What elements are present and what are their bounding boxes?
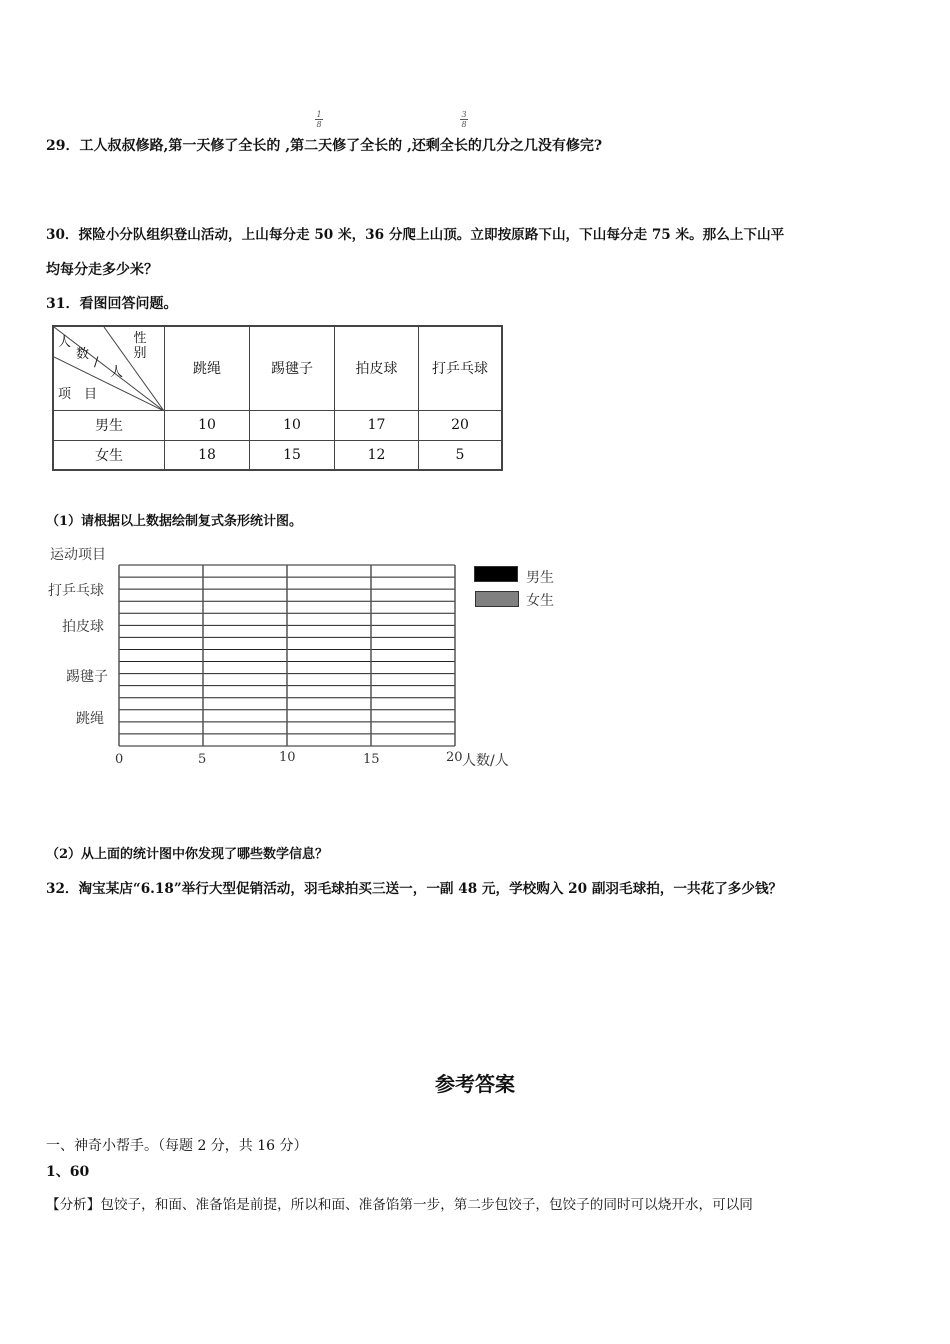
- legend-swatch-girls: [475, 591, 519, 607]
- question-30-line1: 30．探险小分队组织登山活动，上山每分走 50 米，36 分爬上山顶。立即按原路下山，下山每分走 75 米。那么上下山平: [46, 227, 785, 243]
- category-label: 踢毽子: [66, 669, 108, 685]
- answer-1: 1、60: [46, 1164, 90, 1180]
- corner-gender: 性别: [133, 331, 147, 361]
- category-label: 跳绳: [76, 711, 104, 727]
- question-29: 29．工人叔叔修路,第一天修了全长的 ,第二天修了全长的 ,还剩全长的几分之几没有修完?: [46, 138, 603, 154]
- x-tick: 5: [198, 752, 207, 767]
- frac-num: 3: [461, 110, 467, 119]
- corner-unit: 人: [110, 365, 124, 380]
- x-tick: 20: [446, 750, 463, 765]
- question-30-line2: 均每分走多少米？: [46, 262, 158, 278]
- col-header: 拍皮球: [335, 326, 419, 410]
- legend-label-boys: 男生: [526, 570, 554, 586]
- cell: 12: [335, 440, 419, 470]
- question-32: 32．淘宝某店“6.18”举行大型促销活动，羽毛球拍买三送一，一副 48 元，学校购入 20 副羽毛球拍，一共花了多少钱？: [46, 881, 783, 897]
- cell: 18: [165, 440, 250, 470]
- row-label: 男生: [53, 410, 165, 440]
- legend-label-girls: 女生: [526, 593, 554, 609]
- cell: 10: [250, 410, 335, 440]
- category-label: 拍皮球: [62, 619, 104, 635]
- answer-analysis: 【分析】包饺子，和面、准备馅是前提，所以和面、准备馅第一步，第二步包饺子，包饺子的同时可以烧开水，可以同: [46, 1197, 753, 1213]
- cell: 10: [165, 410, 250, 440]
- question-31-title: 31．看图回答问题。: [46, 296, 178, 312]
- cell: 20: [419, 410, 503, 440]
- x-tick: 0: [115, 752, 124, 767]
- part-2-prompt: （2）从上面的统计图中你发现了哪些数学信息？: [46, 847, 329, 862]
- col-header: 打乒乓球: [419, 326, 503, 410]
- chart-ylabel: 运动项目: [50, 547, 106, 563]
- col-header: 踢毽子: [250, 326, 335, 410]
- frac-num: 1: [316, 110, 322, 119]
- answers-heading: 参考答案: [435, 1072, 515, 1096]
- corner-slash: /: [94, 355, 99, 370]
- frac-den: 8: [316, 120, 322, 129]
- frac-den: 8: [461, 120, 467, 129]
- corner-item: 项 目: [58, 387, 98, 402]
- corner-person: 人: [58, 335, 72, 350]
- col-header: 跳绳: [165, 326, 250, 410]
- x-tick: 10: [279, 750, 296, 765]
- row-label: 女生: [53, 440, 165, 470]
- legend-swatch-boys: [474, 566, 518, 582]
- cell: 5: [419, 440, 503, 470]
- x-tick: 15: [363, 752, 380, 767]
- cell: 15: [250, 440, 335, 470]
- cell: 17: [335, 410, 419, 440]
- category-label: 打乒乓球: [48, 583, 104, 599]
- chart-xlabel: 人数/人: [462, 753, 509, 769]
- corner-count: 数: [76, 347, 90, 362]
- part-1-prompt: （1）请根据以上数据绘制复式条形统计图。: [46, 514, 303, 529]
- answers-section: 一、神奇小帮手。（每题 2 分，共 16 分）: [46, 1138, 308, 1154]
